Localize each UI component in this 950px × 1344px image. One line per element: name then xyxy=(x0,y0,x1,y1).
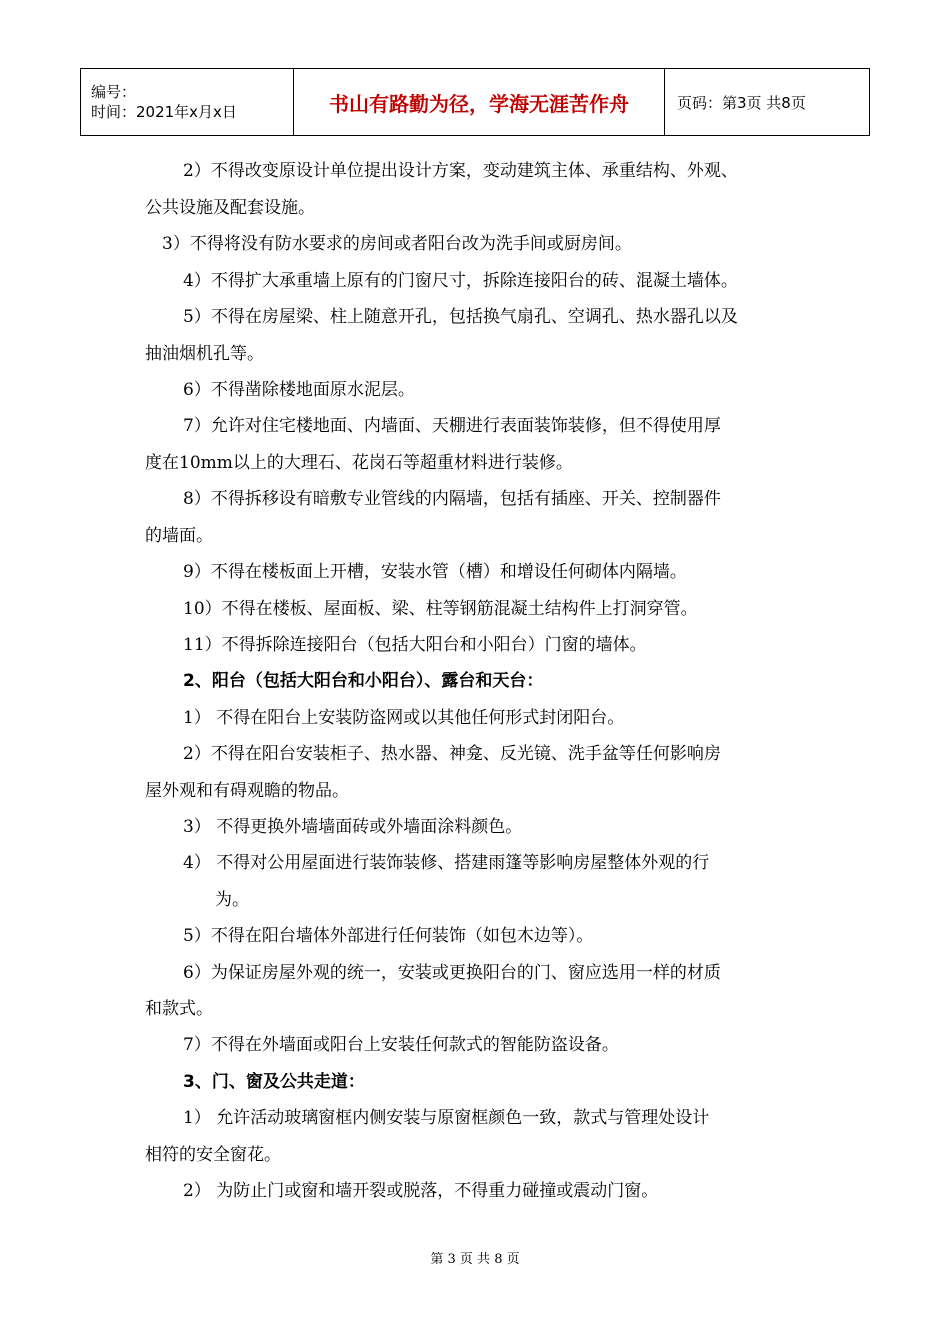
body-line: 7）不得在外墙面或阳台上安装任何款式的智能防盗设备。 xyxy=(183,1035,619,1055)
body-line: 8）不得拆移设有暗敷专业管线的内隔墙，包括有插座、开关、控制器件 xyxy=(183,489,721,509)
page-header xyxy=(80,68,870,136)
body-line: 2）不得改变原设计单位提出设计方案，变动建筑主体、承重结构、外观、 xyxy=(183,161,738,181)
body-line: 6）为保证房屋外观的统一，安装或更换阳台的门、窗应选用一样的材质 xyxy=(183,963,721,983)
body-line: 的墙面。 xyxy=(145,526,213,546)
body-line: 6）不得凿除楼地面原水泥层。 xyxy=(183,380,415,400)
body-line: 1） 允许活动玻璃窗框内侧安装与原窗框颜色一致，款式与管理处设计 xyxy=(183,1108,710,1128)
serial-label: 编号： xyxy=(91,83,137,101)
body-line: 公共设施及配套设施。 xyxy=(145,198,315,218)
body-line: 10）不得在楼板、屋面板、梁、柱等钢筋混凝土结构件上打洞穿管。 xyxy=(183,599,698,619)
body-line: 2）不得在阳台安装柜子、热水器、神龛、反光镜、洗手盆等任何影响房 xyxy=(183,744,721,764)
body-line: 5）不得在房屋梁、柱上随意开孔，包括换气扇孔、空调孔、热水器孔以及 xyxy=(183,307,738,327)
body-line: 7）允许对住宅楼地面、内墙面、天棚进行表面装饰装修，但不得使用厚 xyxy=(183,416,721,436)
page-footer: 第 3 页 共 8 页 xyxy=(430,1252,520,1267)
body-line: 为。 xyxy=(215,890,249,910)
body-line: 度在10mm以上的大理石、花岗石等超重材料进行装修。 xyxy=(145,453,573,473)
body-line: 屋外观和有碍观瞻的物品。 xyxy=(145,781,349,801)
header-page-label: 页码：第3页 共8页 xyxy=(665,69,870,136)
header-motto: 书山有路勤为径，学海无涯苦作舟 xyxy=(294,69,665,136)
body-line: 3） 不得更换外墙墙面砖或外墙面涂料颜色。 xyxy=(183,817,523,837)
header-meta xyxy=(81,69,294,136)
body-line: 3）不得将没有防水要求的房间或者阳台改为洗手间或厨房间。 xyxy=(162,234,632,254)
section-heading: 2、阳台（包括大阳台和小阳台）、露台和天台： xyxy=(183,671,544,691)
body-line: 1） 不得在阳台上安装防盗网或以其他任何形式封闭阳台。 xyxy=(183,708,625,728)
body-line: 相符的安全窗花。 xyxy=(145,1145,281,1165)
body-line: 11）不得拆除连接阳台（包括大阳台和小阳台）门窗的墙体。 xyxy=(183,635,647,655)
body-line: 9）不得在楼板面上开槽，安装水管（槽）和增设任何砌体内隔墙。 xyxy=(183,562,687,582)
body-line: 5）不得在阳台墙体外部进行任何装饰（如包木边等）。 xyxy=(183,926,594,946)
body-line: 4）不得扩大承重墙上原有的门窗尺寸，拆除连接阳台的砖、混凝土墙体。 xyxy=(183,271,738,291)
body-line: 抽油烟机孔等。 xyxy=(145,344,264,364)
body-line: 和款式。 xyxy=(145,999,213,1019)
section-heading: 3、门、窗及公共走道： xyxy=(183,1072,365,1092)
body-line: 4） 不得对公用屋面进行装饰装修、搭建雨篷等影响房屋整体外观的行 xyxy=(183,853,710,873)
body-line: 2） 为防止门或窗和墙开裂或脱落，不得重力碰撞或震动门窗。 xyxy=(183,1181,659,1201)
time-label: 时间：2021年x月x日 xyxy=(91,103,237,121)
